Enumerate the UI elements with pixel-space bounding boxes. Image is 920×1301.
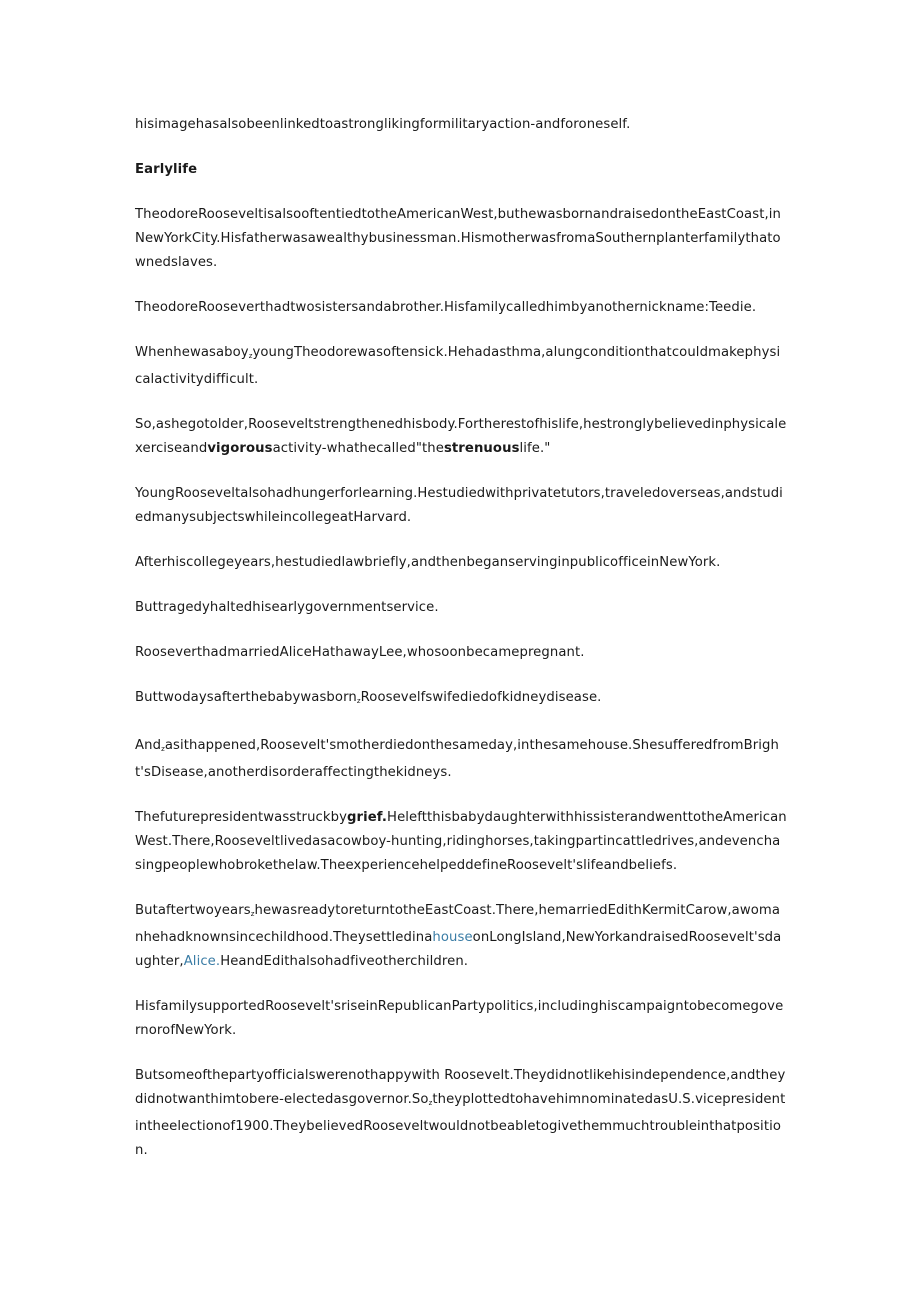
separator-mark: z [356, 697, 361, 705]
text-segment: So,ashegotolder,Rooseveltstrengthenedhisbody.Fortherestofhislife,hestronglybelievedinphysicalexerciseand [135, 417, 787, 456]
bold-word-grief: grief. [347, 810, 388, 825]
link-alice[interactable]: Alice. [183, 954, 221, 969]
paragraph-college: Afterhiscollegeyears,hestudiedlawbriefly,andthenbeganservinginpublicofficeinNewYork. [135, 555, 721, 570]
text-segment: onLongIsland,NewYorkandraisedRoosevelt'sdaughter, [135, 930, 782, 969]
paragraph-siblings: TheodoreRooseverthadtwosistersandabrother.Hisfamilycalledhimbyanothernickname:Teedie. [135, 300, 757, 315]
text-segment: youngTheodorewasoftensick.Hehadasthma,alungconditionthatcouldmakephysicalactivitydifficult. [135, 345, 781, 387]
paragraph-return-east [135, 899, 787, 974]
section-heading: Earlylife [135, 162, 198, 177]
paragraph-birth: TheodoreRooseveltisalsooftentiedtotheAmericanWest,buthewasbornandraisedontheEastCoast,inNewYorkCity.Hisfatherwasawealthybusinessman.HismotherwasfromaSouthernplanterfamilythatownedslaves. [135, 207, 781, 270]
intro-paragraph: hisimagehasalsobeenlinkedtoastronglikingformilitaryaction-andforoneself. [135, 117, 631, 132]
text-segment: HeleftthisbabydaughterwithhissisterandwenttotheAmericanWest.There,Rooseveltlivedasacowboy-hunting,ridinghorses,takingpartincattledrives,andevenchasingpeoplewhobrokethelaw.TheexperiencehelpeddefineRoosevelt'slifeandbeliefs. [135, 810, 787, 873]
paragraph-vice-president [135, 1064, 787, 1163]
text-segment: HeandEdithalsohadfiveotherchildren. [220, 954, 469, 969]
text-segment: activity-whathecalled"the [272, 441, 444, 456]
paragraph-marriage: RooseverthadmarriedAliceHathawayLee,whosoonbecamepregnant. [135, 645, 585, 660]
bold-word-vigorous: vigorous [207, 441, 273, 456]
text-segment: Buttwodaysafterthebabywasborn [135, 690, 357, 705]
paragraph-wife-death [135, 686, 787, 713]
text-segment: Roosevelfswifediedofkidneydisease. [360, 690, 602, 705]
paragraph-politics: HisfamilysupportedRoosevelt'sriseinRepublicanPartypolitics,includinghiscampaigntobecomegovernorofNewYork. [135, 999, 784, 1038]
text-segment: And [135, 738, 162, 753]
separator-mark: z [161, 745, 165, 753]
text-segment: Whenhewasaboy [135, 345, 249, 360]
paragraph-mother-death [135, 734, 787, 785]
text-segment: hewasreadytoreturntotheEastCoast.There,hemarriedEdithKermitCarow,awomanhehadknownsincechildhood.Theysettledina [135, 903, 781, 945]
separator-mark: z [248, 352, 253, 360]
document-page [135, 113, 787, 1184]
text-segment: Butsomeofthepartyofficialswerenothappywith Roosevelt.Theydidnotlikehisindependence,andtheydidnotwanthimtobere-electedasgovernor.So [135, 1068, 786, 1107]
text-segment: theyplottedtohavehimnominatedasU.S.vicepresidentintheelectionof1900.TheybelievedRooseveltwouldnotbeabletogivethemmuchtroubleinthatposition. [135, 1092, 786, 1158]
text-segment: Thefuturepresidentwasstruckby [135, 810, 347, 825]
paragraph-childhood [135, 341, 787, 392]
text-segment: life." [519, 441, 551, 456]
separator-mark: z [428, 1099, 433, 1107]
paragraph-tragedy: Buttragedyhaltedhisearlygovernmentservice. [135, 600, 439, 615]
paragraph-strenuous-life [135, 413, 787, 461]
separator-mark: z [250, 910, 255, 918]
text-segment: Butaftertwoyears [135, 903, 251, 918]
link-house[interactable]: house [432, 930, 473, 945]
bold-word-strenuous: strenuous [443, 441, 520, 456]
paragraph-learning: YoungRooseveltalsohadhungerforlearning.Hestudiedwithprivatetutors,traveledoverseas,andstudiedmanysubjectswhileincollegeatHarvard. [135, 486, 783, 525]
text-segment: asithappened,Roosevelt'smotherdiedonthesameday,inthesamehouse.ShesufferedfromBright'sDisease,anotherdisorderaffectingthekidneys. [135, 738, 779, 780]
paragraph-grief [135, 806, 787, 878]
